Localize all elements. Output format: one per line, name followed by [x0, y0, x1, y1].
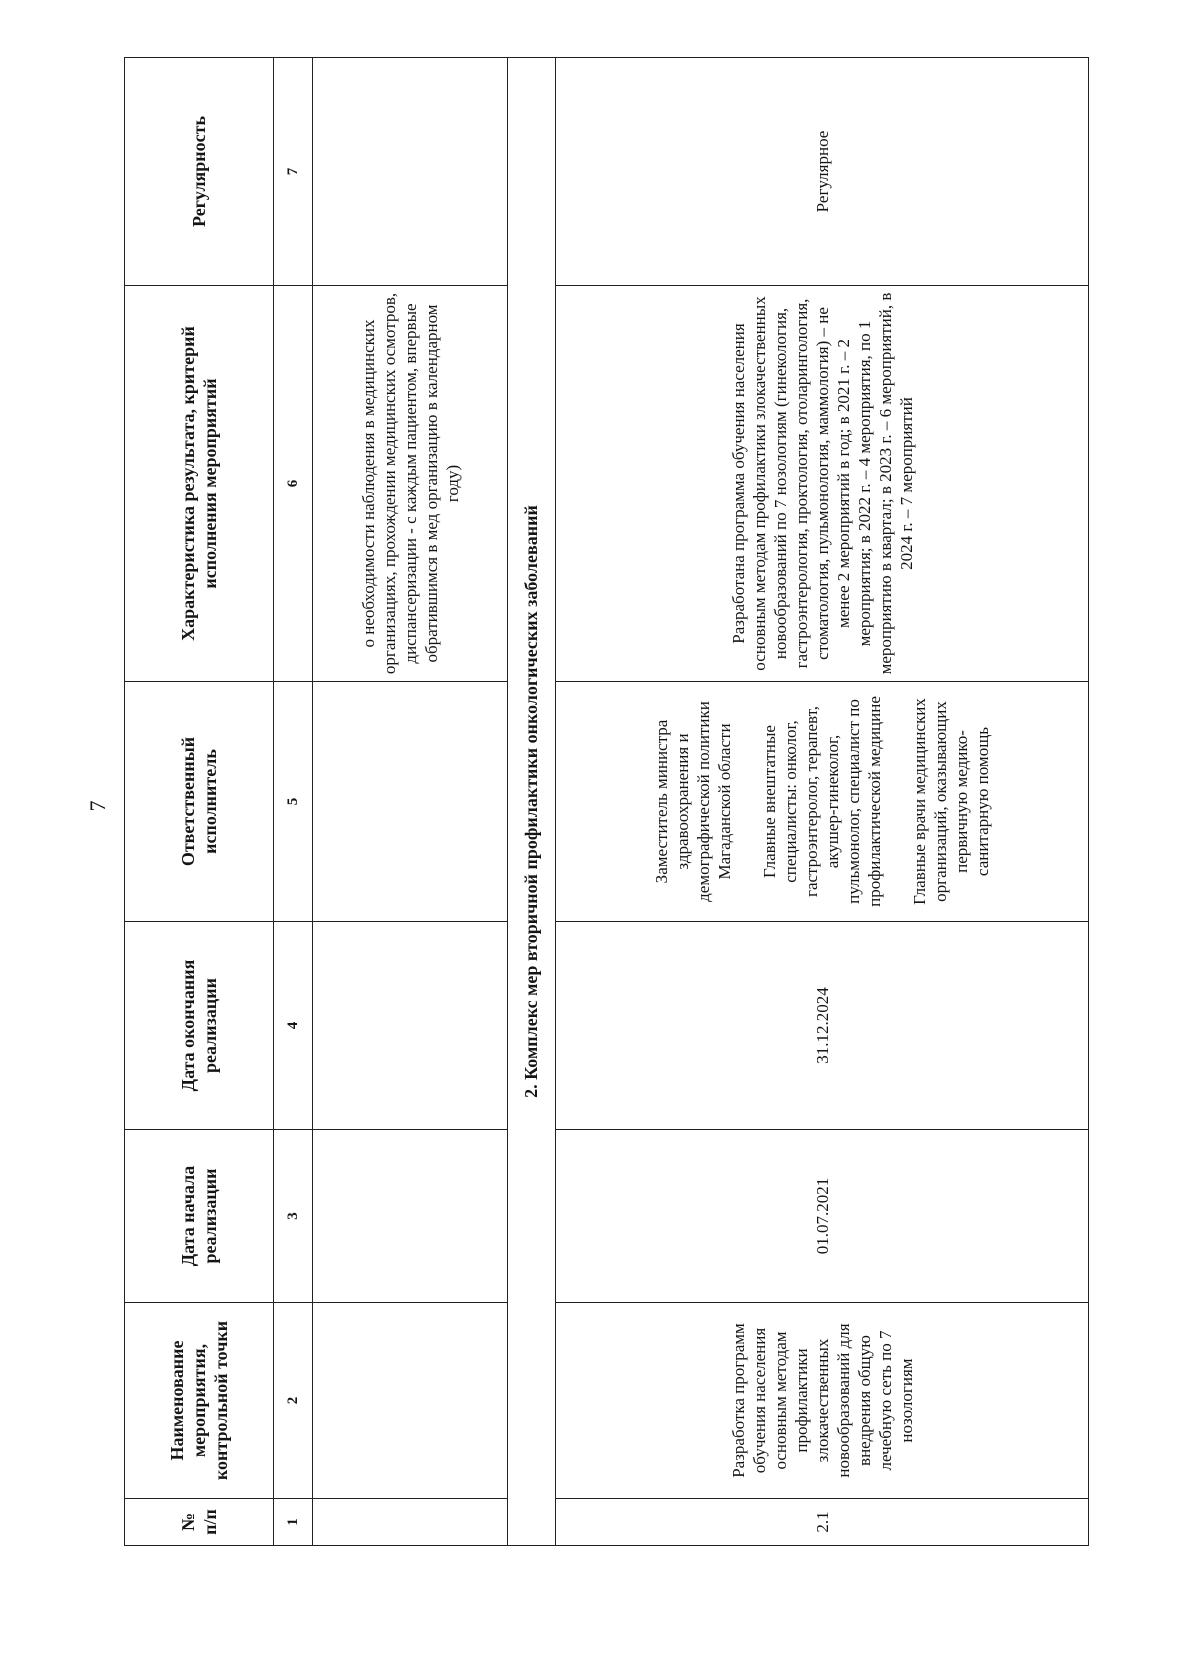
header-end-date: Дата окончания реализации — [125, 922, 274, 1130]
plan-table — [124, 57, 1089, 1546]
row-executors — [556, 682, 1089, 922]
row-regularity: Регулярное — [556, 58, 1089, 286]
plan-table-container — [124, 58, 1029, 1546]
continuation-result: о необходимости наблюдения в медицинских организациях, прохождении медицинских осмотров, диспансеризации - с каждым пациентом, впервые обратившимся в мед организацию в календарном году) — [313, 286, 508, 682]
table-row — [556, 58, 1089, 1546]
row-name: Разработка программ обучения населения основным методам профилактики злокачественных новообразований для внедрения общую лечебную сеть по 7 нозологиям — [556, 1303, 1089, 1499]
table-cell — [313, 1303, 508, 1499]
continuation-row — [313, 58, 508, 1546]
table-cell — [313, 922, 508, 1130]
table-cell — [313, 1130, 508, 1303]
header-executor: Ответственный исполнитель — [125, 682, 274, 922]
table-header-row — [125, 58, 274, 1546]
row-num: 2.1 — [556, 1499, 1089, 1546]
row-start-date: 01.07.2021 — [556, 1130, 1089, 1303]
executor-chief-physicians: Главные врачи медицинских организаций, оказывающих первичную медико-санитарную помощь — [910, 698, 992, 905]
section-row — [508, 58, 556, 1546]
column-numbers-row — [274, 58, 313, 1546]
header-result: Характеристика результата, критерий исполнения мероприятий — [125, 286, 274, 682]
table-cell — [313, 682, 508, 922]
column-number: 1 — [274, 1499, 313, 1546]
page-number: 7 — [85, 800, 110, 812]
row-result: Разработана программа обучения населения основным методам профилактики злокачественных новообразований по 7 нозологиям (гинекология, гастроэнтерология, проктология, отоларингология, стоматология, пульмонология, маммология) – не менее 2 мероприятий в год; в 2021 г. – 2 мероприятия; в 2022 г. – 4 мероприятия, по 1 мероприятию в квартал; в 2023 г. – 6 мероприятий, в 2024 г. – 7 мероприятий — [556, 286, 1089, 682]
header-regularity: Регулярность — [125, 58, 274, 286]
column-number: 2 — [274, 1303, 313, 1499]
executor-deputy-minister: Заместитель министра здравоохранения и демографической политики Магаданской области — [652, 701, 734, 902]
column-number: 7 — [274, 58, 313, 286]
column-number: 4 — [274, 922, 313, 1130]
header-name: Наименование мероприятия, контрольной точки — [125, 1303, 274, 1499]
row-end-date: 31.12.2024 — [556, 922, 1089, 1130]
table-cell — [313, 58, 508, 286]
column-number: 5 — [274, 682, 313, 922]
column-number: 6 — [274, 286, 313, 682]
header-num: № п/п — [125, 1499, 274, 1546]
column-number: 3 — [274, 1130, 313, 1303]
section-title: 2. Комплекс мер вторичной профилактики онкологических заболеваний — [508, 58, 556, 1546]
executor-chief-specialists: Главные внештатные специалисты: онколог, гастроэнтеролог, терапевт, акушер-гинеколог, пульмонолог, специалист по профилактической медицине — [760, 696, 884, 907]
header-start-date: Дата начала реализации — [125, 1130, 274, 1303]
table-cell — [313, 1499, 508, 1546]
